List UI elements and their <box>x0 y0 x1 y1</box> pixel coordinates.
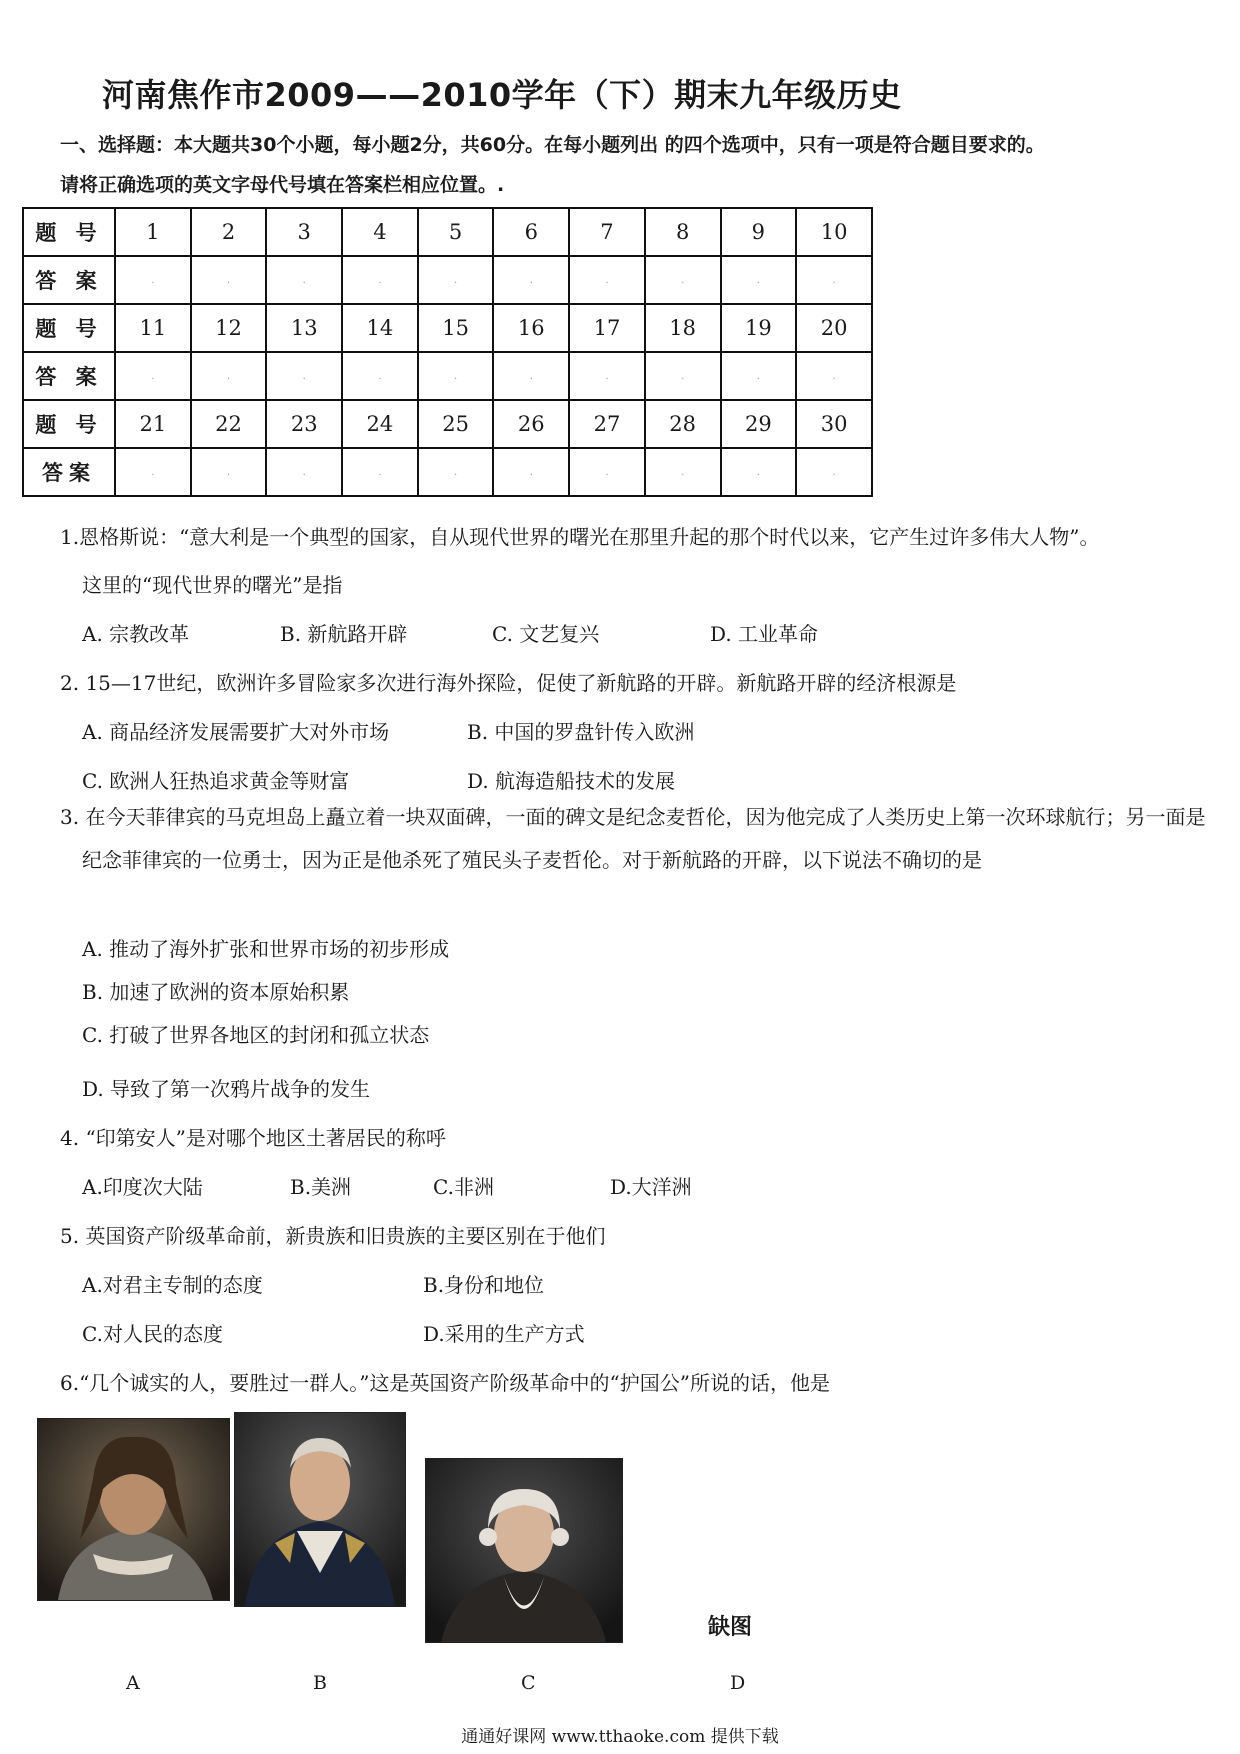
answer-cell[interactable]: . <box>418 448 494 496</box>
q1-option-a: A. 宗教改革 <box>82 622 190 646</box>
portrait-a-image <box>37 1418 230 1601</box>
q2-option-d: D. 航海造船技术的发展 <box>467 769 676 793</box>
answer-table-row-label: 题 号 <box>23 208 115 256</box>
q1-stem-2: 这里的“现代世界的曙光”是指 <box>82 573 343 597</box>
portrait-c-image <box>425 1458 623 1643</box>
q1-option-b: B. 新航路开辟 <box>280 622 408 646</box>
answer-table <box>22 207 873 497</box>
question-number-cell: 14 <box>342 304 418 352</box>
answer-cell[interactable]: . <box>115 352 191 400</box>
question-number-cell: 19 <box>721 304 797 352</box>
question-number-cell: 20 <box>796 304 872 352</box>
answer-table-row <box>23 256 872 304</box>
question-number-cell: 1 <box>115 208 191 256</box>
answer-cell[interactable]: . <box>796 256 872 304</box>
question-number-cell: 3 <box>266 208 342 256</box>
question-number-cell: 17 <box>569 304 645 352</box>
q3-option-a: A. 推动了海外扩张和世界市场的初步形成 <box>82 937 450 961</box>
question-number-cell: 21 <box>115 400 191 448</box>
question-number-cell: 26 <box>493 400 569 448</box>
q3-option-d: D. 导致了第一次鸦片战争的发生 <box>82 1077 371 1101</box>
question-number-cell: 13 <box>266 304 342 352</box>
answer-table-row <box>23 400 872 448</box>
answer-cell[interactable]: . <box>266 448 342 496</box>
question-number-cell: 18 <box>645 304 721 352</box>
answer-cell[interactable]: . <box>569 352 645 400</box>
question-number-cell: 28 <box>645 400 721 448</box>
answer-table-row-label: 答 案 <box>23 352 115 400</box>
q4-option-d: D.大洋洲 <box>610 1175 692 1199</box>
q1-option-c: C. 文艺复兴 <box>492 622 600 646</box>
portrait-b-image <box>234 1412 406 1607</box>
answer-table-row-label: 答案 <box>23 448 115 496</box>
q4-option-a: A.印度次大陆 <box>82 1175 203 1199</box>
question-number-cell: 25 <box>418 400 494 448</box>
answer-table-row <box>23 352 872 400</box>
q2-option-a: A. 商品经济发展需要扩大对外市场 <box>82 720 390 744</box>
question-number-cell: 4 <box>342 208 418 256</box>
caption-d: D <box>730 1672 746 1694</box>
answer-cell[interactable]: . <box>418 352 494 400</box>
answer-cell[interactable]: . <box>493 256 569 304</box>
q1-stem: 1.恩格斯说：“意大利是一个典型的国家，自从现代世界的曙光在那里升起的那个时代以来，它产生过许多伟大人物”。 <box>60 525 1100 549</box>
question-number-cell: 10 <box>796 208 872 256</box>
answer-cell[interactable]: . <box>796 352 872 400</box>
answer-cell[interactable]: . <box>191 448 267 496</box>
answer-table-row-label: 题 号 <box>23 400 115 448</box>
q3-stem: 3. 在今天菲律宾的马克坦岛上矗立着一块双面碑，一面的碑文是纪念麦哲伦，因为他完成了人类历史上第一次环球航行；另一面是纪念菲律宾的一位勇士，因为正是他杀死了殖民头子麦哲伦。对于新航路的开辟，以下说法不确切的是 <box>60 805 1206 872</box>
q3-option-b: B. 加速了欧洲的资本原始积累 <box>82 980 350 1004</box>
answer-table-row <box>23 208 872 256</box>
caption-b: B <box>313 1672 327 1694</box>
q3-option-c: C. 打破了世界各地区的封闭和孤立状态 <box>82 1023 430 1047</box>
answer-table-row-label: 答 案 <box>23 256 115 304</box>
page-title: 河南焦作市2009——2010学年（下）期末九年级历史 <box>102 76 902 114</box>
answer-cell[interactable]: . <box>115 256 191 304</box>
q4-option-c: C.非洲 <box>433 1175 494 1199</box>
question-number-cell: 12 <box>191 304 267 352</box>
answer-cell[interactable]: . <box>569 448 645 496</box>
section-instructions-line2: 请将正确选项的英文字母代号填在答案栏相应位置。. <box>60 174 505 196</box>
question-number-cell: 23 <box>266 400 342 448</box>
q5-option-a: A.对君主专制的态度 <box>82 1273 263 1297</box>
answer-table-row <box>23 304 872 352</box>
answer-table-row <box>23 448 872 496</box>
question-number-cell: 7 <box>569 208 645 256</box>
q5-stem: 5. 英国资产阶级革命前，新贵族和旧贵族的主要区别在于他们 <box>60 1224 606 1248</box>
question-number-cell: 27 <box>569 400 645 448</box>
answer-cell[interactable]: . <box>569 256 645 304</box>
q6-stem: 6.“几个诚实的人，要胜过一群人。”这是英国资产阶级革命中的“护国公”所说的话，他是 <box>60 1371 830 1395</box>
question-number-cell: 22 <box>191 400 267 448</box>
answer-cell[interactable]: . <box>645 256 721 304</box>
question-number-cell: 24 <box>342 400 418 448</box>
caption-a: A <box>126 1672 140 1694</box>
q1-option-d: D. 工业革命 <box>710 622 819 646</box>
answer-cell[interactable]: . <box>796 448 872 496</box>
caption-c: C <box>521 1672 536 1694</box>
q2-stem: 2. 15—17世纪，欧洲许多冒险家多次进行海外探险，促使了新航路的开辟。新航路开辟的经济根源是 <box>60 671 957 695</box>
q5-option-b: B.身份和地位 <box>423 1273 545 1297</box>
answer-cell[interactable]: . <box>342 256 418 304</box>
answer-cell[interactable]: . <box>493 448 569 496</box>
q4-stem: 4. “印第安人”是对哪个地区土著居民的称呼 <box>60 1126 446 1150</box>
section-instructions-line1: 一、选择题：本大题共30个小题，每小题2分，共60分。在每小题列出 的四个选项中，只有一项是符合题目要求的。 <box>60 134 1045 156</box>
question-number-cell: 8 <box>645 208 721 256</box>
question-number-cell: 5 <box>418 208 494 256</box>
q4-option-b: B.美洲 <box>290 1175 352 1199</box>
question-number-cell: 29 <box>721 400 797 448</box>
q5-option-d: D.采用的生产方式 <box>423 1322 585 1346</box>
answer-cell[interactable]: . <box>342 352 418 400</box>
q5-option-c: C.对人民的态度 <box>82 1322 223 1346</box>
question-number-cell: 30 <box>796 400 872 448</box>
answer-cell[interactable]: . <box>645 448 721 496</box>
answer-cell[interactable]: . <box>721 448 797 496</box>
answer-cell[interactable]: . <box>418 256 494 304</box>
answer-cell[interactable]: . <box>266 256 342 304</box>
answer-cell[interactable]: . <box>115 448 191 496</box>
question-number-cell: 11 <box>115 304 191 352</box>
footer-source: 通通好课网 www.tthaoke.com 提供下载 <box>461 1727 779 1747</box>
answer-cell[interactable]: . <box>342 448 418 496</box>
answer-cell[interactable]: . <box>721 256 797 304</box>
question-number-cell: 9 <box>721 208 797 256</box>
question-number-cell: 16 <box>493 304 569 352</box>
answer-cell[interactable]: . <box>721 352 797 400</box>
question-number-cell: 2 <box>191 208 267 256</box>
q2-option-b: B. 中国的罗盘针传入欧洲 <box>467 720 695 744</box>
answer-table-row-label: 题 号 <box>23 304 115 352</box>
answer-cell[interactable]: . <box>645 352 721 400</box>
answer-cell[interactable]: . <box>493 352 569 400</box>
answer-cell[interactable]: . <box>191 352 267 400</box>
question-number-cell: 15 <box>418 304 494 352</box>
q2-option-c: C. 欧洲人狂热追求黄金等财富 <box>82 769 350 793</box>
missing-image-label: 缺图 <box>708 1615 753 1640</box>
answer-cell[interactable]: . <box>266 352 342 400</box>
answer-cell[interactable]: . <box>191 256 267 304</box>
question-number-cell: 6 <box>493 208 569 256</box>
